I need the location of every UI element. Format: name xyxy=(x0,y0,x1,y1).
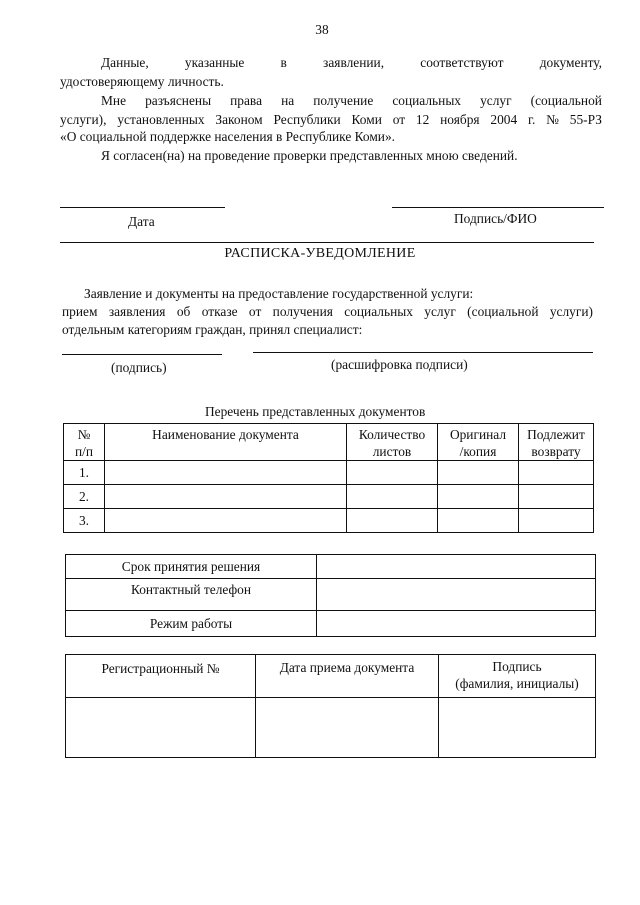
header-return xyxy=(519,424,594,461)
receipt-line3: отдельным категориям граждан, принял специалист: xyxy=(62,322,363,337)
row-num: 1. xyxy=(64,461,105,485)
decision-term-label: Срок принятия решения xyxy=(66,555,317,579)
word: получения xyxy=(272,304,333,319)
registration-table xyxy=(65,654,596,758)
row-original-cell[interactable] xyxy=(438,485,519,509)
header-name xyxy=(105,424,347,461)
header-sheets-line1: Количество xyxy=(358,427,426,442)
table-row xyxy=(64,509,594,533)
row-return-cell[interactable] xyxy=(519,461,594,485)
reg-number-cell[interactable] xyxy=(66,698,256,758)
word: услуги), xyxy=(60,112,107,127)
separator-line xyxy=(60,242,594,243)
word: заявлении, xyxy=(323,55,385,70)
receipt-title: РАСПИСКА-УВЕДОМЛЕНИЕ xyxy=(224,246,416,261)
word: указанные xyxy=(184,55,245,70)
word: услуг xyxy=(480,93,512,108)
word: об xyxy=(176,304,191,319)
row-sheets-cell[interactable] xyxy=(347,461,438,485)
documents-table xyxy=(63,423,594,533)
row-name-cell[interactable] xyxy=(105,461,347,485)
word: № xyxy=(546,112,559,127)
header-return-line2: возврату xyxy=(531,444,581,459)
header-name-text: Наименование документа xyxy=(152,427,299,442)
signature-label: Подпись/ФИО xyxy=(454,211,537,226)
row-num: 2. xyxy=(64,485,105,509)
registration-row xyxy=(66,698,596,758)
header-num xyxy=(64,424,105,461)
info-row-decision xyxy=(66,555,596,579)
receipt-line2 xyxy=(62,304,593,320)
receipt-date-cell[interactable] xyxy=(256,698,439,758)
word: права xyxy=(230,93,263,108)
header-original xyxy=(438,424,519,461)
paragraph2-line1 xyxy=(101,93,602,109)
word: услуг xyxy=(424,304,456,319)
row-name-cell[interactable] xyxy=(105,509,347,533)
word: 55-РЗ xyxy=(569,112,602,127)
word: на xyxy=(281,93,295,108)
signature-cell[interactable] xyxy=(439,698,596,758)
word: от xyxy=(248,304,262,319)
word: (социальной xyxy=(467,304,539,319)
decision-term-value[interactable] xyxy=(317,555,596,579)
header-sheets-line2: листов xyxy=(372,444,412,459)
word: г. xyxy=(528,112,536,127)
header-num-line2: п/п xyxy=(74,444,94,459)
row-sheets-cell[interactable] xyxy=(347,485,438,509)
row-return-cell[interactable] xyxy=(519,509,594,533)
signature-line xyxy=(392,207,604,208)
word: 2004 xyxy=(490,112,518,127)
documents-table-caption: Перечень представленных документов xyxy=(205,404,426,419)
word: заявления xyxy=(108,304,166,319)
phone-label: Контактный телефон xyxy=(66,579,317,611)
word: социальных xyxy=(392,93,462,108)
specialist-decoding-line xyxy=(253,352,593,353)
info-table xyxy=(65,554,596,637)
header-original-line1: Оригинал xyxy=(449,427,507,442)
word: отказе xyxy=(201,304,238,319)
receipt-line1: Заявление и документы на предоставление государственной услуги: xyxy=(84,286,474,301)
registration-header xyxy=(66,655,596,698)
word: ноября xyxy=(440,112,480,127)
word: Республики xyxy=(273,112,341,127)
specialist-signature-line xyxy=(62,354,222,355)
specialist-decoding-label: (расшифровка подписи) xyxy=(331,357,468,372)
hours-value[interactable] xyxy=(317,611,596,637)
reg-number-label: Регистрационный № xyxy=(66,655,256,698)
word: Данные, xyxy=(101,55,149,70)
paragraph3: Я согласен(на) на проведение проверки представленных мною сведений. xyxy=(101,148,518,163)
row-name-cell[interactable] xyxy=(105,485,347,509)
documents-table-header xyxy=(64,424,594,461)
word: соответствуют xyxy=(420,55,504,70)
header-original-line2: /копия xyxy=(459,444,497,459)
row-original-cell[interactable] xyxy=(438,461,519,485)
word: документу, xyxy=(539,55,602,70)
signature-header-line2: (фамилия, инициалы) xyxy=(455,676,579,691)
header-num-line1: № xyxy=(77,427,91,442)
phone-value[interactable] xyxy=(317,579,596,611)
info-row-hours xyxy=(66,611,596,637)
word: Коми xyxy=(351,112,382,127)
word: Законом xyxy=(215,112,263,127)
row-return-cell[interactable] xyxy=(519,485,594,509)
date-label: Дата xyxy=(128,214,155,229)
header-sheets xyxy=(347,424,438,461)
row-sheets-cell[interactable] xyxy=(347,509,438,533)
word: 12 xyxy=(415,112,430,127)
signature-header-line1: Подпись xyxy=(492,659,542,674)
paragraph1-line2: удостоверяющему личность. xyxy=(60,74,224,89)
paragraph2-line3: «О социальной поддержке населения в Республике Коми». xyxy=(60,129,396,144)
word: социальных xyxy=(344,304,413,319)
word: от xyxy=(392,112,406,127)
page-number: 38 xyxy=(315,22,329,37)
row-original-cell[interactable] xyxy=(438,509,519,533)
signature-header xyxy=(439,655,596,698)
paragraph1-line1 xyxy=(101,55,602,71)
paragraph2-line2 xyxy=(60,112,602,128)
word: разъяснены xyxy=(145,93,212,108)
date-line xyxy=(60,207,225,208)
word: услуги) xyxy=(549,304,593,319)
row-num: 3. xyxy=(64,509,105,533)
receipt-date-label: Дата приема документа xyxy=(256,655,439,698)
word: получение xyxy=(313,93,374,108)
word: установленных xyxy=(117,112,205,127)
specialist-signature-label: (подпись) xyxy=(111,360,167,375)
hours-label: Режим работы xyxy=(66,611,317,637)
word: Мне xyxy=(101,93,127,108)
info-row-phone xyxy=(66,579,596,611)
word: (социальной xyxy=(530,93,602,108)
header-return-line1: Подлежит xyxy=(527,427,585,442)
word: прием xyxy=(62,304,98,319)
table-row xyxy=(64,461,594,485)
table-row xyxy=(64,485,594,509)
word: в xyxy=(280,55,287,70)
